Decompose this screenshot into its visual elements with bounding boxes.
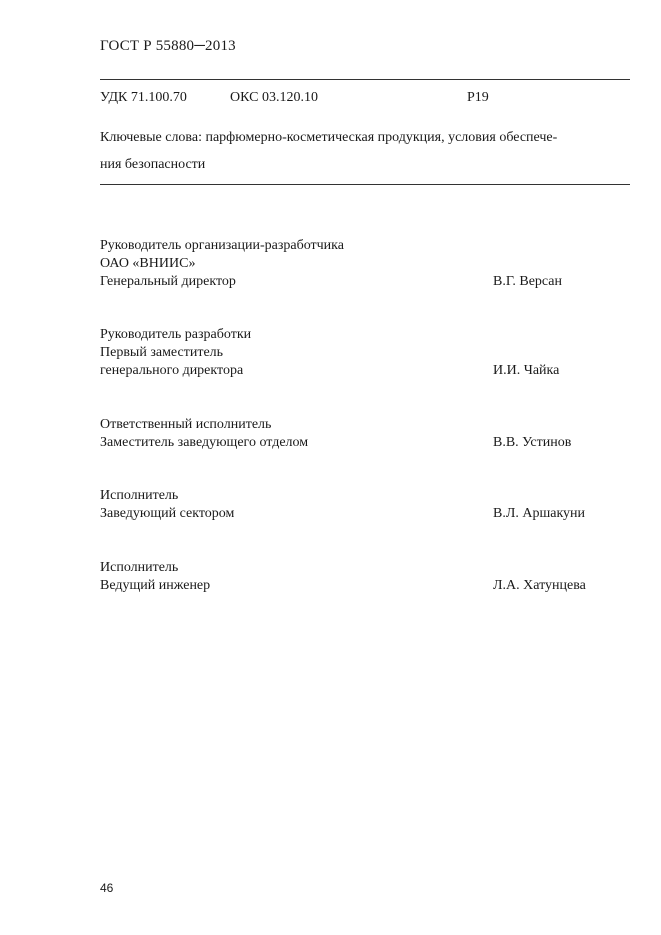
signatory-title-line: Первый заместитель [100, 345, 224, 360]
signatory-block-executor-sector-head [100, 487, 630, 523]
keywords-paragraph [100, 124, 630, 178]
top-divider [100, 79, 630, 80]
signatory-name: И.И. Чайка [493, 363, 560, 378]
udk-code: УДК 71.100.70 [100, 90, 187, 105]
signatory-block-development-head [100, 326, 630, 380]
signatory-title-line: Руководитель разработки [100, 327, 252, 342]
signatory-position: Заведующий сектором [100, 506, 235, 521]
signatory-position: Заместитель заведующего отделом [100, 435, 309, 450]
signatory-block-responsible-executor [100, 416, 630, 452]
signatory-position: Ведущий инженер [100, 578, 211, 593]
signatory-name: В.В. Устинов [493, 435, 572, 450]
signatory-position: Генеральный директор [100, 274, 236, 289]
signatory-title-line: Исполнитель [100, 488, 179, 503]
signatory-organization: ОАО «ВНИИС» [100, 256, 196, 271]
signatory-title-line: Ответственный исполнитель [100, 417, 272, 432]
page-number: 46 [100, 881, 114, 895]
signatory-title-line: Исполнитель [100, 560, 179, 575]
signatory-name: Л.А. Хатунцева [493, 578, 586, 593]
document-standard-header: ГОСТ Р 55880─2013 [100, 38, 236, 54]
signatory-name: В.Г. Версан [493, 274, 562, 289]
classification-code: Р19 [467, 90, 489, 105]
signatory-title-line: Руководитель организации-разработчика [100, 238, 344, 253]
signatory-block-executor-engineer [100, 559, 630, 595]
signatory-block-developer-head [100, 237, 630, 291]
bottom-divider [100, 184, 630, 185]
keywords-line-2: ния безопасности [100, 157, 206, 172]
signatory-name: В.Л. Аршакуни [493, 506, 586, 521]
signatory-position: генерального директора [100, 363, 244, 378]
oks-code: ОКС 03.120.10 [230, 90, 318, 105]
keywords-line-1: Ключевые слова: парфюмерно-косметическая продукция, условия обеспече- [100, 130, 558, 145]
